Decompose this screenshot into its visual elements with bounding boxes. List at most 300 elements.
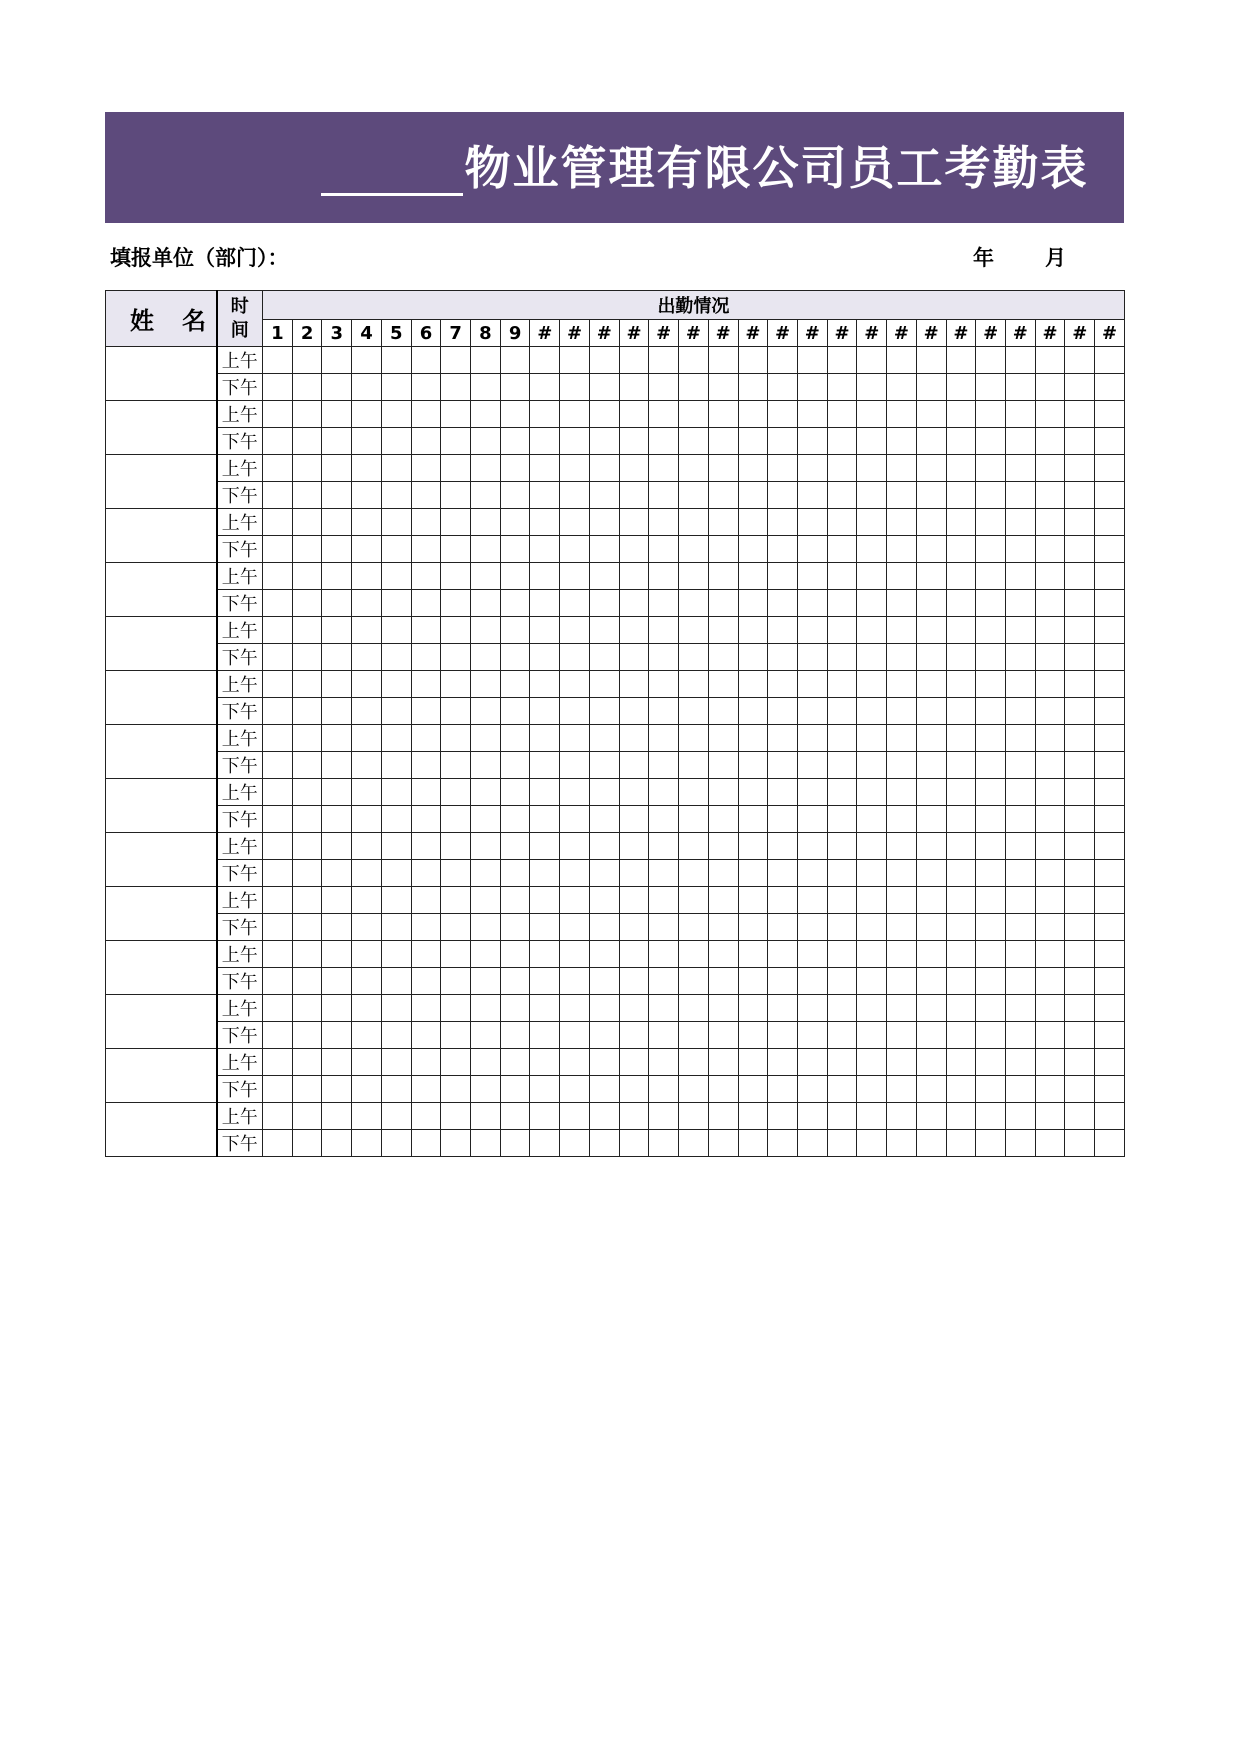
attendance-cell[interactable] (738, 1049, 768, 1076)
attendance-cell[interactable] (1095, 914, 1125, 941)
attendance-cell[interactable] (649, 1130, 679, 1157)
attendance-cell[interactable] (560, 806, 590, 833)
attendance-cell[interactable] (738, 806, 768, 833)
attendance-cell[interactable] (381, 995, 411, 1022)
attendance-cell[interactable] (1005, 617, 1035, 644)
attendance-cell[interactable] (857, 698, 887, 725)
attendance-cell[interactable] (619, 1022, 649, 1049)
attendance-cell[interactable] (411, 590, 441, 617)
attendance-cell[interactable] (768, 1049, 798, 1076)
attendance-cell[interactable] (292, 590, 322, 617)
attendance-cell[interactable] (827, 482, 857, 509)
attendance-cell[interactable] (679, 887, 709, 914)
employee-name-cell[interactable] (106, 401, 217, 455)
attendance-cell[interactable] (916, 455, 946, 482)
attendance-cell[interactable] (560, 725, 590, 752)
attendance-cell[interactable] (352, 563, 382, 590)
attendance-cell[interactable] (471, 860, 501, 887)
attendance-cell[interactable] (708, 1103, 738, 1130)
attendance-cell[interactable] (827, 1076, 857, 1103)
attendance-cell[interactable] (441, 347, 471, 374)
attendance-cell[interactable] (352, 1130, 382, 1157)
attendance-cell[interactable] (857, 725, 887, 752)
attendance-cell[interactable] (649, 860, 679, 887)
attendance-cell[interactable] (1065, 725, 1095, 752)
attendance-cell[interactable] (649, 833, 679, 860)
attendance-cell[interactable] (1065, 563, 1095, 590)
attendance-cell[interactable] (411, 347, 441, 374)
attendance-cell[interactable] (1005, 482, 1035, 509)
attendance-cell[interactable] (381, 1076, 411, 1103)
attendance-cell[interactable] (857, 995, 887, 1022)
attendance-cell[interactable] (887, 914, 917, 941)
attendance-cell[interactable] (411, 428, 441, 455)
attendance-cell[interactable] (322, 833, 352, 860)
attendance-cell[interactable] (381, 374, 411, 401)
attendance-cell[interactable] (768, 482, 798, 509)
attendance-cell[interactable] (322, 887, 352, 914)
attendance-cell[interactable] (797, 536, 827, 563)
attendance-cell[interactable] (619, 914, 649, 941)
attendance-cell[interactable] (589, 563, 619, 590)
attendance-cell[interactable] (500, 941, 530, 968)
attendance-cell[interactable] (560, 779, 590, 806)
attendance-cell[interactable] (530, 1022, 560, 1049)
attendance-cell[interactable] (352, 428, 382, 455)
attendance-cell[interactable] (441, 914, 471, 941)
attendance-cell[interactable] (381, 671, 411, 698)
attendance-cell[interactable] (946, 887, 976, 914)
attendance-cell[interactable] (797, 509, 827, 536)
attendance-cell[interactable] (589, 401, 619, 428)
attendance-cell[interactable] (916, 1103, 946, 1130)
attendance-cell[interactable] (1035, 914, 1065, 941)
attendance-cell[interactable] (976, 914, 1006, 941)
attendance-cell[interactable] (916, 347, 946, 374)
attendance-cell[interactable] (352, 671, 382, 698)
attendance-cell[interactable] (1065, 1049, 1095, 1076)
attendance-cell[interactable] (1095, 995, 1125, 1022)
employee-name-cell[interactable] (106, 1049, 217, 1103)
attendance-cell[interactable] (857, 644, 887, 671)
attendance-cell[interactable] (322, 1130, 352, 1157)
attendance-cell[interactable] (381, 1049, 411, 1076)
attendance-cell[interactable] (976, 860, 1006, 887)
attendance-cell[interactable] (381, 833, 411, 860)
attendance-cell[interactable] (679, 428, 709, 455)
attendance-cell[interactable] (292, 887, 322, 914)
attendance-cell[interactable] (619, 995, 649, 1022)
attendance-cell[interactable] (708, 833, 738, 860)
attendance-cell[interactable] (946, 428, 976, 455)
attendance-cell[interactable] (916, 752, 946, 779)
attendance-cell[interactable] (589, 374, 619, 401)
attendance-cell[interactable] (471, 455, 501, 482)
attendance-cell[interactable] (292, 1130, 322, 1157)
attendance-cell[interactable] (946, 1103, 976, 1130)
attendance-cell[interactable] (441, 698, 471, 725)
attendance-cell[interactable] (976, 1049, 1006, 1076)
attendance-cell[interactable] (857, 509, 887, 536)
attendance-cell[interactable] (827, 1130, 857, 1157)
attendance-cell[interactable] (887, 995, 917, 1022)
attendance-cell[interactable] (887, 860, 917, 887)
attendance-cell[interactable] (708, 698, 738, 725)
attendance-cell[interactable] (738, 1076, 768, 1103)
attendance-cell[interactable] (887, 482, 917, 509)
attendance-cell[interactable] (530, 968, 560, 995)
attendance-cell[interactable] (441, 1076, 471, 1103)
attendance-cell[interactable] (263, 1103, 293, 1130)
attendance-cell[interactable] (381, 1103, 411, 1130)
attendance-cell[interactable] (560, 1130, 590, 1157)
attendance-cell[interactable] (352, 644, 382, 671)
attendance-cell[interactable] (589, 644, 619, 671)
attendance-cell[interactable] (500, 725, 530, 752)
attendance-cell[interactable] (1095, 428, 1125, 455)
attendance-cell[interactable] (500, 968, 530, 995)
attendance-cell[interactable] (471, 995, 501, 1022)
attendance-cell[interactable] (857, 374, 887, 401)
attendance-cell[interactable] (441, 509, 471, 536)
attendance-cell[interactable] (1095, 455, 1125, 482)
attendance-cell[interactable] (1005, 887, 1035, 914)
attendance-cell[interactable] (1035, 482, 1065, 509)
attendance-cell[interactable] (1035, 887, 1065, 914)
attendance-cell[interactable] (649, 995, 679, 1022)
attendance-cell[interactable] (411, 860, 441, 887)
attendance-cell[interactable] (381, 968, 411, 995)
attendance-cell[interactable] (827, 1103, 857, 1130)
attendance-cell[interactable] (1035, 698, 1065, 725)
attendance-cell[interactable] (1005, 968, 1035, 995)
attendance-cell[interactable] (857, 914, 887, 941)
attendance-cell[interactable] (322, 509, 352, 536)
attendance-cell[interactable] (471, 968, 501, 995)
attendance-cell[interactable] (411, 941, 441, 968)
attendance-cell[interactable] (530, 1076, 560, 1103)
attendance-cell[interactable] (768, 860, 798, 887)
attendance-cell[interactable] (500, 995, 530, 1022)
attendance-cell[interactable] (708, 644, 738, 671)
attendance-cell[interactable] (916, 509, 946, 536)
attendance-cell[interactable] (708, 887, 738, 914)
attendance-cell[interactable] (263, 509, 293, 536)
attendance-cell[interactable] (738, 590, 768, 617)
attendance-cell[interactable] (471, 1022, 501, 1049)
attendance-cell[interactable] (797, 698, 827, 725)
attendance-cell[interactable] (679, 509, 709, 536)
attendance-cell[interactable] (560, 374, 590, 401)
attendance-cell[interactable] (441, 752, 471, 779)
attendance-cell[interactable] (1095, 806, 1125, 833)
attendance-cell[interactable] (322, 1076, 352, 1103)
attendance-cell[interactable] (500, 509, 530, 536)
attendance-cell[interactable] (530, 644, 560, 671)
attendance-cell[interactable] (530, 482, 560, 509)
attendance-cell[interactable] (411, 644, 441, 671)
attendance-cell[interactable] (589, 968, 619, 995)
attendance-cell[interactable] (1095, 833, 1125, 860)
attendance-cell[interactable] (411, 887, 441, 914)
attendance-cell[interactable] (916, 401, 946, 428)
attendance-cell[interactable] (263, 995, 293, 1022)
attendance-cell[interactable] (292, 617, 322, 644)
attendance-cell[interactable] (946, 968, 976, 995)
attendance-cell[interactable] (530, 779, 560, 806)
attendance-cell[interactable] (560, 941, 590, 968)
attendance-cell[interactable] (560, 1103, 590, 1130)
attendance-cell[interactable] (797, 806, 827, 833)
attendance-cell[interactable] (441, 428, 471, 455)
attendance-cell[interactable] (1095, 1130, 1125, 1157)
attendance-cell[interactable] (649, 941, 679, 968)
attendance-cell[interactable] (381, 428, 411, 455)
attendance-cell[interactable] (946, 671, 976, 698)
attendance-cell[interactable] (649, 806, 679, 833)
attendance-cell[interactable] (679, 752, 709, 779)
attendance-cell[interactable] (322, 725, 352, 752)
attendance-cell[interactable] (679, 779, 709, 806)
attendance-cell[interactable] (797, 887, 827, 914)
attendance-cell[interactable] (708, 860, 738, 887)
attendance-cell[interactable] (530, 347, 560, 374)
attendance-cell[interactable] (679, 536, 709, 563)
attendance-cell[interactable] (560, 698, 590, 725)
attendance-cell[interactable] (1095, 644, 1125, 671)
attendance-cell[interactable] (411, 536, 441, 563)
attendance-cell[interactable] (797, 779, 827, 806)
attendance-cell[interactable] (708, 590, 738, 617)
attendance-cell[interactable] (500, 1103, 530, 1130)
attendance-cell[interactable] (589, 995, 619, 1022)
attendance-cell[interactable] (619, 563, 649, 590)
attendance-cell[interactable] (589, 860, 619, 887)
attendance-cell[interactable] (441, 536, 471, 563)
attendance-cell[interactable] (797, 671, 827, 698)
attendance-cell[interactable] (1005, 428, 1035, 455)
attendance-cell[interactable] (411, 752, 441, 779)
attendance-cell[interactable] (976, 1022, 1006, 1049)
employee-name-cell[interactable] (106, 455, 217, 509)
attendance-cell[interactable] (619, 347, 649, 374)
attendance-cell[interactable] (560, 671, 590, 698)
attendance-cell[interactable] (679, 563, 709, 590)
attendance-cell[interactable] (916, 887, 946, 914)
attendance-cell[interactable] (916, 374, 946, 401)
attendance-cell[interactable] (471, 374, 501, 401)
attendance-cell[interactable] (1065, 509, 1095, 536)
attendance-cell[interactable] (263, 1049, 293, 1076)
attendance-cell[interactable] (708, 968, 738, 995)
attendance-cell[interactable] (797, 1103, 827, 1130)
attendance-cell[interactable] (263, 644, 293, 671)
attendance-cell[interactable] (500, 1049, 530, 1076)
attendance-cell[interactable] (292, 779, 322, 806)
attendance-cell[interactable] (916, 644, 946, 671)
employee-name-cell[interactable] (106, 833, 217, 887)
employee-name-cell[interactable] (106, 563, 217, 617)
attendance-cell[interactable] (887, 1130, 917, 1157)
attendance-cell[interactable] (708, 482, 738, 509)
attendance-cell[interactable] (560, 428, 590, 455)
attendance-cell[interactable] (738, 887, 768, 914)
attendance-cell[interactable] (1005, 536, 1035, 563)
attendance-cell[interactable] (649, 887, 679, 914)
attendance-cell[interactable] (619, 752, 649, 779)
attendance-cell[interactable] (500, 401, 530, 428)
attendance-cell[interactable] (768, 644, 798, 671)
attendance-cell[interactable] (708, 617, 738, 644)
attendance-cell[interactable] (560, 968, 590, 995)
attendance-cell[interactable] (887, 590, 917, 617)
attendance-cell[interactable] (530, 995, 560, 1022)
attendance-cell[interactable] (292, 914, 322, 941)
attendance-cell[interactable] (411, 563, 441, 590)
attendance-cell[interactable] (768, 347, 798, 374)
attendance-cell[interactable] (1035, 428, 1065, 455)
attendance-cell[interactable] (827, 1022, 857, 1049)
attendance-cell[interactable] (976, 806, 1006, 833)
attendance-cell[interactable] (441, 671, 471, 698)
attendance-cell[interactable] (411, 671, 441, 698)
attendance-cell[interactable] (679, 833, 709, 860)
attendance-cell[interactable] (411, 698, 441, 725)
attendance-cell[interactable] (1005, 563, 1035, 590)
attendance-cell[interactable] (471, 563, 501, 590)
attendance-cell[interactable] (381, 860, 411, 887)
attendance-cell[interactable] (649, 1022, 679, 1049)
attendance-cell[interactable] (916, 536, 946, 563)
attendance-cell[interactable] (560, 509, 590, 536)
attendance-cell[interactable] (976, 671, 1006, 698)
attendance-cell[interactable] (471, 671, 501, 698)
attendance-cell[interactable] (946, 563, 976, 590)
attendance-cell[interactable] (738, 644, 768, 671)
attendance-cell[interactable] (1035, 1103, 1065, 1130)
attendance-cell[interactable] (976, 995, 1006, 1022)
attendance-cell[interactable] (589, 833, 619, 860)
attendance-cell[interactable] (1095, 374, 1125, 401)
attendance-cell[interactable] (708, 671, 738, 698)
attendance-cell[interactable] (530, 806, 560, 833)
attendance-cell[interactable] (263, 860, 293, 887)
attendance-cell[interactable] (589, 1022, 619, 1049)
attendance-cell[interactable] (263, 833, 293, 860)
attendance-cell[interactable] (619, 428, 649, 455)
attendance-cell[interactable] (887, 347, 917, 374)
attendance-cell[interactable] (322, 455, 352, 482)
attendance-cell[interactable] (797, 1022, 827, 1049)
attendance-cell[interactable] (857, 860, 887, 887)
attendance-cell[interactable] (887, 644, 917, 671)
attendance-cell[interactable] (263, 698, 293, 725)
attendance-cell[interactable] (768, 833, 798, 860)
attendance-cell[interactable] (797, 725, 827, 752)
attendance-cell[interactable] (887, 806, 917, 833)
attendance-cell[interactable] (1005, 860, 1035, 887)
attendance-cell[interactable] (679, 1130, 709, 1157)
attendance-cell[interactable] (530, 833, 560, 860)
attendance-cell[interactable] (292, 1022, 322, 1049)
attendance-cell[interactable] (263, 968, 293, 995)
attendance-cell[interactable] (292, 509, 322, 536)
attendance-cell[interactable] (322, 536, 352, 563)
attendance-cell[interactable] (887, 887, 917, 914)
attendance-cell[interactable] (322, 644, 352, 671)
attendance-cell[interactable] (322, 968, 352, 995)
attendance-cell[interactable] (1095, 779, 1125, 806)
attendance-cell[interactable] (857, 833, 887, 860)
attendance-cell[interactable] (1095, 1103, 1125, 1130)
attendance-cell[interactable] (322, 1049, 352, 1076)
attendance-cell[interactable] (263, 563, 293, 590)
attendance-cell[interactable] (619, 536, 649, 563)
attendance-cell[interactable] (1065, 995, 1095, 1022)
attendance-cell[interactable] (649, 671, 679, 698)
attendance-cell[interactable] (797, 1130, 827, 1157)
attendance-cell[interactable] (292, 860, 322, 887)
attendance-cell[interactable] (589, 887, 619, 914)
attendance-cell[interactable] (797, 1049, 827, 1076)
attendance-cell[interactable] (857, 401, 887, 428)
attendance-cell[interactable] (1005, 779, 1035, 806)
attendance-cell[interactable] (441, 1049, 471, 1076)
attendance-cell[interactable] (768, 914, 798, 941)
attendance-cell[interactable] (857, 563, 887, 590)
attendance-cell[interactable] (827, 833, 857, 860)
attendance-cell[interactable] (263, 779, 293, 806)
attendance-cell[interactable] (1065, 779, 1095, 806)
attendance-cell[interactable] (1035, 374, 1065, 401)
attendance-cell[interactable] (649, 968, 679, 995)
attendance-cell[interactable] (1035, 401, 1065, 428)
attendance-cell[interactable] (679, 347, 709, 374)
attendance-cell[interactable] (381, 617, 411, 644)
attendance-cell[interactable] (411, 1103, 441, 1130)
attendance-cell[interactable] (857, 617, 887, 644)
attendance-cell[interactable] (946, 455, 976, 482)
attendance-cell[interactable] (1035, 1130, 1065, 1157)
attendance-cell[interactable] (1005, 1022, 1035, 1049)
attendance-cell[interactable] (916, 563, 946, 590)
attendance-cell[interactable] (946, 752, 976, 779)
attendance-cell[interactable] (471, 1049, 501, 1076)
attendance-cell[interactable] (500, 860, 530, 887)
attendance-cell[interactable] (708, 806, 738, 833)
attendance-cell[interactable] (1035, 1049, 1065, 1076)
attendance-cell[interactable] (619, 725, 649, 752)
attendance-cell[interactable] (381, 752, 411, 779)
attendance-cell[interactable] (768, 887, 798, 914)
attendance-cell[interactable] (768, 752, 798, 779)
attendance-cell[interactable] (619, 374, 649, 401)
attendance-cell[interactable] (619, 779, 649, 806)
attendance-cell[interactable] (441, 833, 471, 860)
attendance-cell[interactable] (352, 509, 382, 536)
attendance-cell[interactable] (768, 590, 798, 617)
attendance-cell[interactable] (976, 590, 1006, 617)
attendance-cell[interactable] (530, 509, 560, 536)
attendance-cell[interactable] (441, 617, 471, 644)
employee-name-cell[interactable] (106, 941, 217, 995)
attendance-cell[interactable] (381, 725, 411, 752)
attendance-cell[interactable] (292, 1049, 322, 1076)
attendance-cell[interactable] (352, 968, 382, 995)
attendance-cell[interactable] (679, 401, 709, 428)
attendance-cell[interactable] (768, 509, 798, 536)
attendance-cell[interactable] (589, 779, 619, 806)
